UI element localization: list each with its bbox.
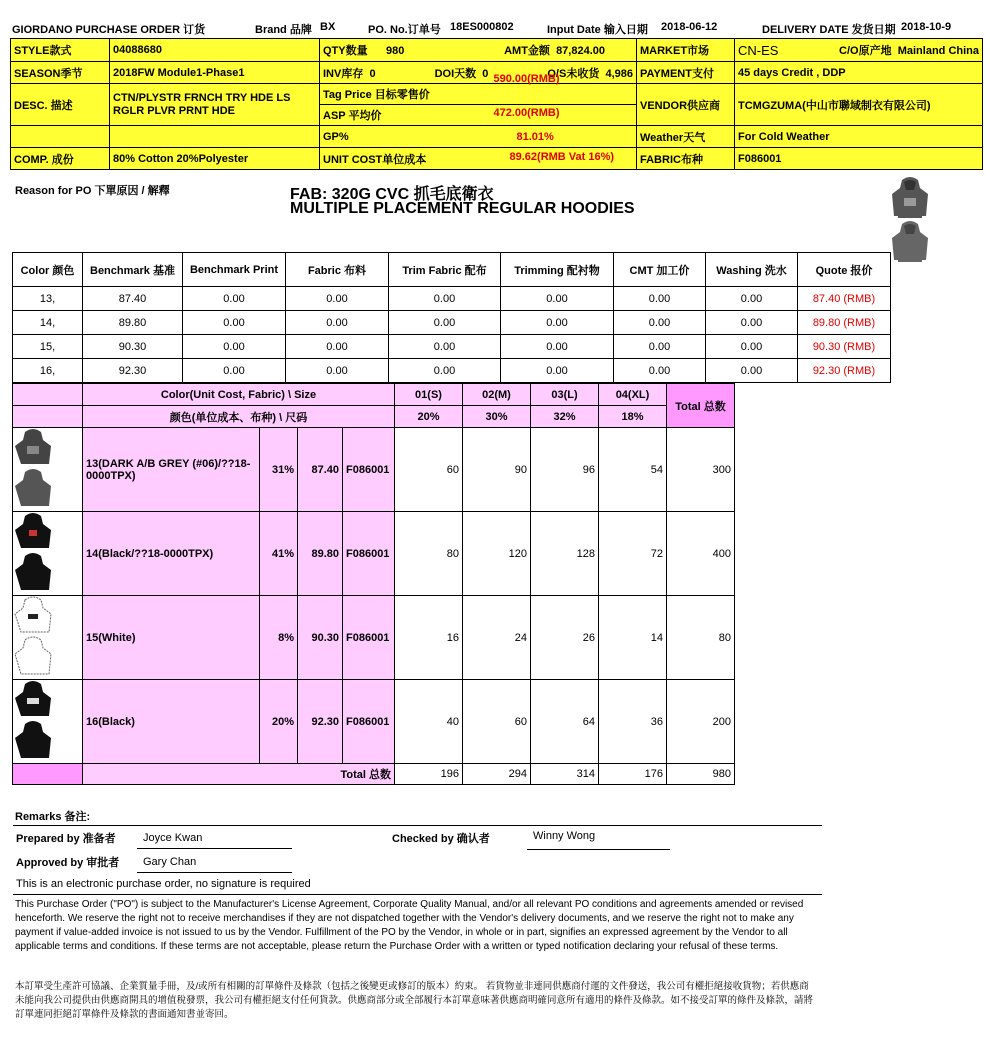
hoodie-black-print-icon: [13, 680, 53, 760]
table-row: [13, 512, 735, 596]
qty-cell: 60: [463, 680, 531, 764]
market-co-cell: [735, 39, 983, 62]
grand-total-row: [13, 764, 735, 785]
grand-total-xl: 176: [599, 764, 667, 785]
cell: 0.00: [389, 311, 501, 335]
cell: 0.00: [614, 359, 706, 383]
qty-cell: 64: [531, 680, 599, 764]
cell: 16,: [13, 359, 83, 383]
gp-value: 81.01%: [516, 130, 554, 143]
color-fabric: F086001: [343, 596, 395, 680]
qty-cell: 54: [599, 428, 667, 512]
cell: 0.00: [706, 335, 798, 359]
inv-value: 0: [369, 67, 376, 80]
color-fabric: F086001: [343, 428, 395, 512]
color-pct: 41%: [260, 512, 298, 596]
cell: 0.00: [389, 359, 501, 383]
hoodie-grey-icon: [13, 428, 53, 508]
cell: 0.00: [183, 287, 286, 311]
hoodie-grey-icon: [892, 177, 928, 218]
po-value: 18ES000802: [450, 21, 514, 33]
col-washing: Washing 洗水: [706, 253, 798, 287]
color-pct: 20%: [260, 680, 298, 764]
empty-cell: [13, 406, 83, 428]
cell: 90.30: [83, 335, 183, 359]
qty-label: QTY数量: [323, 45, 368, 57]
table-row: [13, 359, 891, 383]
amt-label: AMT金额: [504, 45, 550, 57]
color-fabric: F086001: [343, 680, 395, 764]
po-label: PO. No.订单号: [368, 24, 441, 36]
table-row: [13, 596, 735, 680]
season-value: 2018FW Module1-Phase1: [110, 62, 320, 84]
table-row: [13, 680, 735, 764]
grand-total-s: 196: [395, 764, 463, 785]
co-value: Mainland China: [897, 45, 979, 57]
doi-label: DOI天数: [434, 67, 477, 80]
tag-label: Tag Price 目标零售价: [323, 89, 430, 101]
os-value: 4,986: [605, 67, 633, 80]
size-header-en: Color(Unit Cost, Fabric) \ Size: [83, 384, 395, 406]
brand-label: Brand 品牌: [255, 24, 312, 36]
asp-label: ASP 平均价: [323, 110, 382, 122]
grand-total-label: Total 总数: [83, 764, 395, 785]
color-cost: 90.30: [298, 596, 343, 680]
cell: 0.00: [286, 311, 389, 335]
cell: 0.00: [501, 287, 614, 311]
cell: 89.80: [83, 311, 183, 335]
row-total: 300: [667, 428, 735, 512]
empty-cell: [11, 126, 110, 148]
cell: 0.00: [614, 335, 706, 359]
color-pct: 8%: [260, 596, 298, 680]
cell: 0.00: [286, 287, 389, 311]
brand-value: BX: [320, 21, 336, 33]
qty-cell: 16: [395, 596, 463, 680]
ratio-s: 20%: [395, 406, 463, 428]
qty-cell: 128: [531, 512, 599, 596]
gp-cell: [320, 126, 637, 148]
fabric-value: F086001: [735, 148, 983, 170]
quote-cell: 87.40 (RMB): [798, 287, 891, 311]
prepared-label: Prepared by 准备者: [16, 833, 116, 845]
approved-label: Approved by 审批者: [16, 857, 120, 869]
market-value: CN-ES: [738, 42, 779, 58]
cell: 0.00: [286, 359, 389, 383]
size-m: 02(M): [463, 384, 531, 406]
electronic-note: This is an electronic purchase order, no signature is required: [16, 878, 311, 890]
unit-cost-cell: [320, 148, 637, 170]
cell: 0.00: [614, 311, 706, 335]
col-quote: Quote 报价: [798, 253, 891, 287]
size-header-cn: 颜色(单位成本、布种) \ 尺码: [83, 406, 395, 428]
input-date-label: Input Date 输入日期: [547, 24, 648, 36]
cell: 0.00: [286, 335, 389, 359]
color-fabric: F086001: [343, 512, 395, 596]
empty-cell: [110, 126, 320, 148]
signature-line: [527, 849, 670, 850]
quote-cell: 90.30 (RMB): [798, 335, 891, 359]
col-benchmark-print: Benchmark Print: [183, 253, 286, 287]
color-name: 16(Black): [83, 680, 260, 764]
color-thumbnail: [13, 512, 83, 596]
tag-value: 590.00(RMB): [493, 73, 560, 85]
color-thumbnail: [13, 428, 83, 512]
ratio-m: 30%: [463, 406, 531, 428]
company-title: GIORDANO PURCHASE ORDER 订货: [12, 24, 206, 36]
qty-cell: 80: [395, 512, 463, 596]
payment-value: 45 days Credit , DDP: [735, 62, 983, 84]
qty-cell: 26: [531, 596, 599, 680]
season-label: SEASON季节: [11, 62, 110, 84]
color-thumbnail: [13, 680, 83, 764]
approved-value: Gary Chan: [143, 856, 197, 868]
market-label: MARKET市场: [637, 39, 735, 62]
asp-cell: [320, 105, 637, 126]
col-benchmark: Benchmark 基准: [83, 253, 183, 287]
vendor-label: VENDOR供应商: [637, 84, 735, 126]
payment-label: PAYMENT支付: [637, 62, 735, 84]
os-label: O/S未收货: [547, 67, 600, 80]
qty-cell: 24: [463, 596, 531, 680]
ratio-row: [13, 406, 735, 428]
delivery-value: 2018-10-9: [901, 21, 952, 33]
size-quantity-table: [12, 383, 735, 785]
empty-cell: [13, 384, 83, 406]
cell: 0.00: [183, 311, 286, 335]
row-total: 80: [667, 596, 735, 680]
cell: 0.00: [706, 311, 798, 335]
desc-value: CTN/PLYSTR FRNCH TRY HDE LS RGLR PLVR PRNT HDE: [110, 84, 320, 126]
doi-value: 0: [482, 67, 489, 80]
qty-cell: 120: [463, 512, 531, 596]
qty-cell: 72: [599, 512, 667, 596]
cell: 92.30: [83, 359, 183, 383]
qty-value: 980: [385, 45, 405, 57]
color-thumbnail: [13, 596, 83, 680]
color-pct: 31%: [260, 428, 298, 512]
color-name: 15(White): [83, 596, 260, 680]
checked-value: Winny Wong: [533, 830, 596, 842]
hoodie-white-icon: [13, 596, 53, 676]
grand-total-l: 314: [531, 764, 599, 785]
table-row: [13, 287, 891, 311]
vendor-value: TCMGZUMA(中山市聯域制衣有限公司): [735, 84, 983, 126]
size-header-row: [13, 384, 735, 406]
signature-line: [137, 872, 292, 873]
delivery-label: DELIVERY DATE 发货日期: [762, 24, 896, 36]
col-cmt: CMT 加工价: [614, 253, 706, 287]
comp-value: 80% Cotton 20%Polyester: [110, 148, 320, 170]
size-l: 03(L): [531, 384, 599, 406]
color-cost: 87.40: [298, 428, 343, 512]
col-color: Color 颜色: [13, 253, 83, 287]
divider: [13, 825, 822, 826]
col-fabric: Fabric 布料: [286, 253, 389, 287]
qty-cell: 90: [463, 428, 531, 512]
qty-cell: 14: [599, 596, 667, 680]
cell: 13,: [13, 287, 83, 311]
reason-label: Reason for PO 下單原因 / 解釋: [15, 185, 170, 197]
col-trimming: Trimming 配衬物: [501, 253, 614, 287]
cell: 0.00: [389, 335, 501, 359]
product-title-line1: FAB: 320G CVC 抓毛底衛衣: [290, 186, 494, 203]
terms-chinese: 本訂單受生產許可協議、企業質量手冊，及/或所有相關的訂單條件及條款（包括之後變更或修訂的版本）約束。 若貨物並非連同供應商付運的文件發送，我公司有權拒絕接收貨物；若供應商未能向我公司提供由供應商開具的增值稅發票，我公司有權拒絕支付任何貨款。供應商部分或全部履行本訂單意味著供應商明確同意所有適用的條件及條款。如不接受訂單的條件及條款，請將訂單連同拒絕訂單條件及條款的書面通知書並寄回。: [15, 981, 814, 1020]
size-xl: 04(XL): [599, 384, 667, 406]
col-trim-fabric: Trim Fabric 配布: [389, 253, 501, 287]
cell: 0.00: [706, 359, 798, 383]
gp-label: GP%: [323, 130, 349, 143]
asp-value: 472.00(RMB): [493, 107, 560, 119]
cell: 0.00: [501, 359, 614, 383]
cost-breakdown-table: [12, 252, 891, 383]
weather-value: For Cold Weather: [735, 126, 983, 148]
row-total: 400: [667, 512, 735, 596]
cell: 0.00: [614, 287, 706, 311]
row-total: 200: [667, 680, 735, 764]
co-label: C/O原产地: [839, 45, 892, 57]
style-label: STYLE款式: [11, 39, 110, 62]
empty-cell: [13, 764, 83, 785]
cell: 0.00: [501, 335, 614, 359]
input-date-value: 2018-06-12: [661, 21, 718, 33]
grand-total-all: 980: [667, 764, 735, 785]
terms-english: This Purchase Order ("PO") is subject to the Manufacturer's License Agreement, Corporate Quality Manual, and/or all relevant PO conditions and agreements amended or revised henceforth. We reserve the right not to receive merchandises if they are not dispatched together with the Vendor's delivery documents, and we reserve the right not to make any payment if value-added invoice is not issued to us by the Vendor. Fulfillment of the PO by the Vendor, in whole or in part, signifies an expressed agreement by the Vendor to all applicable terms and conditions. If these terms are not acceptable, please return the Purchase Order with a written or typed notification declaring your refusal of these terms.: [15, 899, 804, 952]
cell: 15,: [13, 335, 83, 359]
checked-label: Checked by 确认者: [392, 833, 490, 845]
qty-amt-cell: [320, 39, 637, 62]
color-cost: 92.30: [298, 680, 343, 764]
quote-cell: 89.80 (RMB): [798, 311, 891, 335]
hoodie-black-icon: [13, 512, 53, 592]
cell: 0.00: [501, 311, 614, 335]
table-row: [13, 428, 735, 512]
color-cost: 89.80: [298, 512, 343, 596]
cell: 87.40: [83, 287, 183, 311]
inv-label: INV库存: [323, 67, 364, 80]
amt-value: 87,824.00: [556, 45, 605, 57]
qty-cell: 96: [531, 428, 599, 512]
qty-cell: 40: [395, 680, 463, 764]
signature-line: [137, 848, 292, 849]
hoodie-grey-back-icon: [892, 221, 928, 262]
unit-cost-value: 89.62(RMB Vat 16%): [509, 150, 615, 163]
ratio-xl: 18%: [599, 406, 667, 428]
product-title-line2: MULTIPLE PLACEMENT REGULAR HOODIES: [290, 200, 635, 217]
grand-total-m: 294: [463, 764, 531, 785]
prepared-value: Joyce Kwan: [143, 832, 203, 844]
cost-header-row: [13, 253, 891, 287]
cell: 0.00: [183, 335, 286, 359]
divider: [13, 894, 822, 895]
remarks-label: Remarks 备注:: [15, 811, 91, 823]
product-thumbnail-hoodies: [890, 176, 930, 264]
table-row: [13, 311, 891, 335]
inv-doi-os-cell: [320, 62, 637, 84]
fabric-label: FABRIC布种: [637, 148, 735, 170]
weather-label: Weather天气: [637, 126, 735, 148]
color-name: 14(Black/??18-0000TPX): [83, 512, 260, 596]
ratio-l: 32%: [531, 406, 599, 428]
desc-label: DESC. 描述: [11, 84, 110, 126]
unit-cost-label: UNIT COST单位成本: [323, 153, 427, 166]
comp-label: COMP. 成份: [11, 148, 110, 170]
cell: 0.00: [183, 359, 286, 383]
table-row: [13, 335, 891, 359]
size-s: 01(S): [395, 384, 463, 406]
color-name: 13(DARK A/B GREY (#06)/??18-0000TPX): [83, 428, 260, 512]
qty-cell: 36: [599, 680, 667, 764]
cell: 14,: [13, 311, 83, 335]
qty-cell: 60: [395, 428, 463, 512]
style-value: 04088680: [110, 39, 320, 62]
po-info-grid: [10, 38, 983, 170]
quote-cell: 92.30 (RMB): [798, 359, 891, 383]
cell: 0.00: [706, 287, 798, 311]
cell: 0.00: [389, 287, 501, 311]
total-header: Total 总数: [667, 384, 735, 428]
